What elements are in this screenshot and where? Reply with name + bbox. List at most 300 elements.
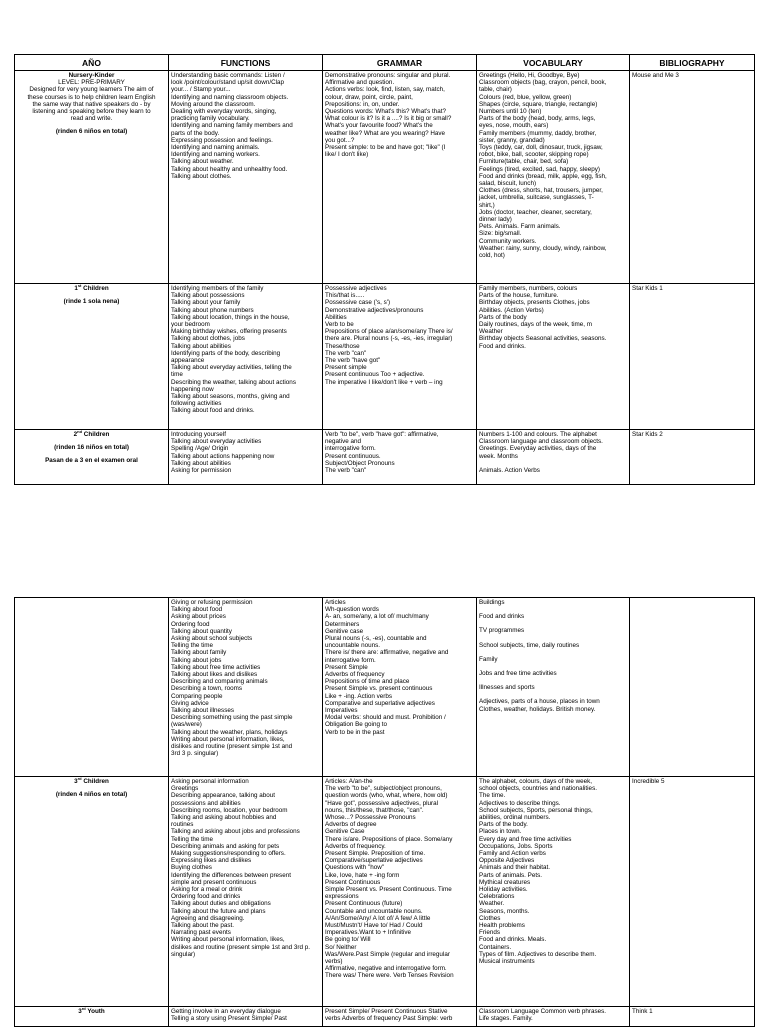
cell-line: Ordering food <box>171 620 210 628</box>
cell-line: This/that is..... <box>325 292 365 300</box>
year-line: the same way that native speakers do - by <box>32 100 151 108</box>
cell-line: Describing the weather, talking about actions <box>171 378 296 386</box>
cell-line: Describing a town, rooms <box>171 685 243 693</box>
cell-line: Animals. Action Verbs <box>479 467 540 475</box>
cell-line: Parts of the body (head, body, arms, legs, <box>479 115 596 123</box>
cell-line: Talking about phone numbers <box>171 306 254 314</box>
cell-line: Adjectives to describe things. <box>479 799 561 807</box>
cell-line: Telling a story using Present Simple/ Past <box>171 1015 287 1023</box>
cell-line: negative and <box>325 438 362 446</box>
cell-line: singular) <box>171 950 196 958</box>
cell-line: Talking about duties and obligations <box>171 900 271 908</box>
cell-line: Parts of the house, furniture. <box>479 292 559 300</box>
cell-line: Identifying and naming workers. <box>171 151 260 159</box>
cell-line: Pets. Animals. Farm animals. <box>479 223 561 231</box>
cell-line: Colours (red, blue, yellow, green) <box>479 93 572 101</box>
bibliography-cell <box>630 598 755 777</box>
cell-line: So/ Neither <box>325 943 357 951</box>
year-note: (rinden 16 niños en total) <box>54 444 129 452</box>
cell-line: Food and drinks (bread, milk, apple, egg, fish, <box>479 172 607 180</box>
cell-line: Identifying members of the family <box>171 285 264 292</box>
cell-line: Food and drinks <box>479 613 525 621</box>
cell-line: Present continuous Too + adjective. <box>325 371 425 379</box>
cell-line: Imperatives.Want to + Infinitive <box>325 929 412 937</box>
cell-line: Greetings (Hello, Hi, Goodbye, Bye) <box>479 72 580 79</box>
cell-line: Getting involve in an everyday dialogue <box>171 1008 281 1015</box>
cell-line: Giving advice <box>171 699 209 707</box>
year-title: 2nd Children <box>73 429 110 438</box>
cell-line: Comparative and superlative adjectives <box>325 699 435 707</box>
cell-line: Feelings (tired, excited, sad, happy, sleepy) <box>479 165 600 173</box>
cell-line: Comparing people <box>171 692 223 700</box>
cell-line: Birthday objects Seasonal activities, seasons. <box>479 335 607 343</box>
cell-line: School subjects, time, daily routines <box>479 641 580 649</box>
cell-line: Adverbs of frequency. <box>325 842 386 850</box>
cell-line: Health problems <box>479 922 525 930</box>
cell-line: Talking about food <box>171 606 223 614</box>
cell-line: Family and Action verbs <box>479 850 546 858</box>
cell-line: Talking about quantity <box>171 627 232 635</box>
cell-line: there are. Plural nouns (-s, -es, -ies, irregular) <box>325 335 453 343</box>
cell-line: routines <box>171 821 194 829</box>
cell-line: Writing about personal information, likes, <box>171 936 285 944</box>
cell-line: Places in town. <box>479 828 522 836</box>
cell-line: Present simple: to be and have got; "like" (I <box>325 144 446 152</box>
year-note: (rinden 4 niños en total) <box>55 791 128 799</box>
cell-line: Asking for a meal or drink <box>171 886 243 894</box>
cell-line: Determiners <box>325 620 360 628</box>
header-grammar: GRAMMAR <box>323 55 477 71</box>
cell-line: Identifying parts of the body, describing <box>171 349 281 357</box>
cell-line: uncountable nouns. <box>325 642 380 650</box>
cell-line: Present continuous. <box>325 452 381 460</box>
cell-line: dislikes and routine (present simple 1st and <box>171 743 293 751</box>
cell-line: Weather: rainy, sunny, cloudy, windy, rainbow, <box>479 244 607 252</box>
cell-line: Present Continuous <box>325 878 381 886</box>
year-note: (rinden 6 niños en total) <box>55 128 128 136</box>
cell-line: Verb to be <box>325 321 354 329</box>
cell-line: Articles: A/an-the <box>325 778 373 785</box>
cell-line: Describing something using the past simple <box>171 714 293 722</box>
cell-line: Identifying and naming animals. <box>171 144 260 152</box>
grammar-cell <box>323 430 477 485</box>
cell-line: Modal verbs: should and must. Prohibition / <box>325 714 446 722</box>
grammar-cell <box>323 777 477 1007</box>
table-row-first-children <box>15 284 755 430</box>
grammar-cell <box>323 598 477 777</box>
cell-line: Wh-question words <box>325 606 379 614</box>
cell-line: Jobs and free time activities <box>479 670 557 678</box>
cell-line: The imperative I like/don't like + verb – ing <box>325 378 443 386</box>
table-row-third-children <box>15 777 755 1007</box>
cell-line: nouns, this/these, that/those, "can". <box>325 806 424 814</box>
cell-line: Weather <box>479 328 503 336</box>
cell-line: practicing family vocabulary. <box>171 115 250 123</box>
cell-line: shirt,) <box>479 201 495 209</box>
cell-line: What's your favourite food? What's the <box>325 122 433 130</box>
cell-line: Talking about your family <box>171 299 241 307</box>
cell-line: There is/are. Prepositions of place. Some/any <box>325 835 453 843</box>
bibliography-cell <box>630 71 755 284</box>
cell-line: Opposite Adjectives <box>479 857 535 865</box>
cell-line: Talking about abilities <box>171 459 231 467</box>
cell-line: Classroom objects (bag, crayon, pencil, book, <box>479 79 607 87</box>
cell-line: your bedroom <box>171 321 210 329</box>
cell-line: (was/were) <box>171 721 202 729</box>
cell-line: Identifying and naming classroom objects. <box>171 93 289 101</box>
cell-line <box>479 460 627 467</box>
header-bibliography: BIBLIOGRAPHY <box>630 55 755 71</box>
vocab-line: Clothes, weather, holidays. British money. <box>479 705 596 713</box>
cell-line: Food and drinks. <box>479 342 526 350</box>
cell-line: Talking about abilities <box>171 342 231 350</box>
cell-line: following activities <box>171 400 222 408</box>
cell-line: Comparative/superlative adjectives <box>325 857 423 865</box>
year-cell <box>15 284 169 430</box>
cell-line: Demonstrative adjectives/pronouns <box>325 306 424 314</box>
year-line: LEVEL: PRE-PRIMARY <box>58 79 125 87</box>
cell-line: Subject/Object Pronouns <box>325 459 395 467</box>
cell-line: The verb "to be", subject/object pronouns, <box>325 785 442 793</box>
cell-line: Abilities <box>325 313 347 321</box>
cell-line: Talking and asking about jobs and professions <box>171 828 300 836</box>
vocabulary-cell <box>477 598 630 777</box>
cell-line: Adjectives, parts of a house, places in town <box>479 698 600 706</box>
cell-line: Ordering food and drinks <box>171 893 241 901</box>
cell-line: Introducing yourself <box>171 431 226 438</box>
cell-line: Talking about seasons, months, giving and <box>171 393 290 401</box>
year-line: read and write. <box>70 115 113 123</box>
cell-line: dinner lady) <box>479 216 512 224</box>
cell-line: Spelling /Age/ Origin <box>171 445 229 453</box>
book-title: Incredible 5 <box>632 778 665 785</box>
year-note: (rinde 1 sola nena) <box>63 298 120 306</box>
cell-line: Making suggestions/responding to offers. <box>171 850 286 858</box>
curriculum-table-bottom <box>14 597 755 1027</box>
cell-line: Present Simple vs. present continuous <box>325 685 433 693</box>
cell-line: Size: big/small. <box>479 230 522 238</box>
cell-line: A/An/Some/Any/ A lot of/ A few/ A little <box>325 914 431 922</box>
cell-line: dislikes and routine (present simple 1st and 3rd p. <box>171 943 310 951</box>
cell-line: Talking about free time activities <box>171 663 261 671</box>
header-vocabulary: VOCABULARY <box>477 55 630 71</box>
cell-line: Dealing with everyday words, singing, <box>171 108 277 116</box>
table-row-nursery <box>15 71 755 284</box>
cell-line: Parts of animals. Pets. <box>479 871 542 879</box>
cell-line: Talking about likes and dislikes <box>171 671 258 679</box>
cell-line: Talking about jobs <box>171 656 222 664</box>
cell-line: Buying clothes <box>171 864 212 872</box>
cell-line: parts of the body. <box>171 129 220 137</box>
cell-line: Prepositions of place a/an/some/any There is/ <box>325 328 453 336</box>
cell-line: There was/ There were. Verb Tenses Revision <box>325 972 454 980</box>
cell-line: Seasons, months. <box>479 907 530 915</box>
cell-line: Like, love, hate + -ing form <box>325 871 400 879</box>
cell-line: Food and drinks. Meals. <box>479 936 547 944</box>
cell-line: School subjects, Sports, personal things, <box>479 806 593 814</box>
cell-line: Adverbs of frequency <box>325 671 385 679</box>
cell-line: Verb "to be", verb "have got": affirmative, <box>325 431 439 438</box>
cell-line: TV programmes <box>479 627 525 635</box>
cell-line: Writing about personal information, likes, <box>171 735 285 743</box>
cell-line: Daily routines, days of the week, time, m <box>479 321 593 329</box>
cell-line: Family <box>479 655 498 663</box>
cell-line: Actions verbs: look, find, listen, say, match, <box>325 86 445 94</box>
cell-line: Talking about food and drinks. <box>171 407 255 415</box>
cell-line: 3rd 3 p. singular) <box>171 750 219 758</box>
cell-line: The alphabet, colours, days of the week, <box>479 778 593 785</box>
cell-line: school objects, countries and nationalities. <box>479 785 597 793</box>
cell-line: Talking about healthy and unhealthy food. <box>171 165 288 173</box>
cell-line: Talking about the past. <box>171 922 235 930</box>
cell-line: "Have got", possessive adjectives, plural <box>325 799 438 807</box>
cell-line: possessions and abilities <box>171 799 241 807</box>
cell-line: Parts of the body. <box>479 821 528 829</box>
cell-line: Abilities. (Action Verbs) <box>479 306 544 314</box>
cell-line: interrogative form. <box>325 656 376 664</box>
cell-line: Describing rooms, location, your bedroom <box>171 806 288 814</box>
cell-line: expressions <box>325 893 359 901</box>
cell-line: Plural nouns (-s, -es), countable and <box>325 635 427 643</box>
cell-line: eyes, nose, mouth, ears) <box>479 122 549 130</box>
cell-line: Talking about everyday activities, telling the <box>171 364 292 372</box>
cell-line: Identifying the differences between present <box>171 871 291 879</box>
cell-line: Talking about clothes, jobs <box>171 335 245 343</box>
cell-line: Affirmative, negative and interrogative form. <box>325 965 447 973</box>
cell-line: Making birthday wishes, offering presents <box>171 328 287 336</box>
cell-line: Mythical creatures <box>479 878 531 886</box>
year-cell <box>15 71 169 284</box>
cell-line: table, chair) <box>479 86 512 94</box>
cell-line: Be going to/ Will <box>325 936 371 944</box>
cell-line: Expressing possession and feelings. <box>171 136 273 144</box>
year-note-2: Pasan de a 3 en el examen oral <box>45 457 138 465</box>
grammar-cell <box>323 71 477 284</box>
bibliography-cell <box>630 430 755 485</box>
vocabulary-cell <box>477 284 630 430</box>
cell-line: These/those <box>325 342 360 350</box>
cell-line: Family members (mummy, daddy, brother, <box>479 129 597 137</box>
cell-line: Friends <box>479 929 500 937</box>
cell-line: Telling the time <box>171 835 213 843</box>
cell-line: Demonstrative pronouns: singular and plural. <box>325 72 451 79</box>
cell-line: Clothes <box>479 914 501 922</box>
cell-line: time <box>171 371 183 379</box>
header-functions: FUNCTIONS <box>169 55 323 71</box>
cell-line: Asking about prices <box>171 613 226 621</box>
cell-line: like/ I don't like) <box>325 151 369 159</box>
cell-line: look /point/colour/stand up/sit down/Clap <box>171 79 285 87</box>
cell-line: Possessive case ('s, s') <box>325 299 391 307</box>
cell-line: Occupations, Jobs. Sports <box>479 842 553 850</box>
curriculum-table-top <box>14 54 755 485</box>
book-title: Think 1 <box>632 1008 653 1015</box>
cell-line: Giving or refusing permission <box>171 599 253 606</box>
book-title: Mouse and Me 3 <box>632 72 679 79</box>
cell-line: robot, bike, ball, scooter, skipping rope) <box>479 151 589 159</box>
cell-line: Whose...? Possessive Pronouns <box>325 814 416 822</box>
cell-line: Classroom language and classroom objects. <box>479 438 603 446</box>
cell-line: week. Months <box>479 452 518 460</box>
year-cell <box>15 430 169 485</box>
cell-line: Genitive Case <box>325 828 365 836</box>
functions-cell <box>169 284 323 430</box>
cell-line: interrogative form. <box>325 445 376 453</box>
cell-line: Every day and free time activities <box>479 835 572 843</box>
cell-line: sister, granny, grandad) <box>479 136 545 144</box>
cell-line: Classroom Language Common verb phrases. <box>479 1008 607 1015</box>
cell-line: Was/Were.Past Simple (regular and irregular <box>325 950 450 958</box>
cell-line: Talking about family <box>171 649 227 657</box>
vocabulary-cell <box>477 430 630 485</box>
cell-line: Agreeing and disagreeing. <box>171 914 245 922</box>
cell-line: Affirmative and question. <box>325 79 395 87</box>
cell-line: Talking about weather. <box>171 158 234 166</box>
cell-line: Identifying and naming family members and <box>171 122 293 130</box>
year-title: 3rd Youth <box>78 1006 105 1015</box>
cell-line: Present Continuous (future) <box>325 900 403 908</box>
cell-line: Present Simple <box>325 663 368 671</box>
cell-line: Birthday objects, presents Clothes, jobs <box>479 299 590 307</box>
cell-line: weather like? What are you wearing? Have <box>325 129 446 137</box>
cell-line: Buildings <box>479 599 505 606</box>
cell-line: Describing animals and asking for pets <box>171 842 280 850</box>
cell-line: Parts of the body <box>479 313 527 321</box>
cell-line: Asking for permission <box>171 467 232 475</box>
cell-line: Asking personal information <box>171 778 249 785</box>
cell-line: The verb "can" <box>325 349 367 357</box>
cell-line: Simple Present vs. Present Continuous. Time <box>325 886 452 894</box>
cell-line: Asking about school subjects <box>171 635 253 643</box>
cell-line: What colour is it? Is it a ....? Is it big or small? <box>325 115 452 123</box>
cell-line: your... / Stamp your... <box>171 86 231 94</box>
cell-line: Talking about the weather, plans, holidays <box>171 728 288 736</box>
cell-line: salad, biscuit, lunch) <box>479 180 537 188</box>
functions-cell <box>169 71 323 284</box>
cell-line: verbs Adverbs of frequency Past Simple: verb <box>325 1015 453 1023</box>
cell-line: you got...? <box>325 136 355 144</box>
cell-line: Talking about the future and plans <box>171 907 266 915</box>
cell-line: Must/Mustn't/ Have to/ Had / Could <box>325 922 423 930</box>
year-title: 1st Children <box>74 283 109 292</box>
cell-line: Community workers. <box>479 237 537 245</box>
cell-line: Understanding basic commands: Listen / <box>171 72 285 79</box>
cell-line: Talking about actions happening now <box>171 452 275 460</box>
vocabulary-cell <box>477 71 630 284</box>
year-title: 3rd Children <box>74 776 109 785</box>
cell-line: Clothes (dress, shorts, hat, trousers, jumper, <box>479 187 603 195</box>
cell-line: Genitive case <box>325 627 364 635</box>
year-cell <box>15 598 169 777</box>
cell-line: Present simple <box>325 364 367 372</box>
year-line: Designed for very young learners The aim of <box>29 86 154 94</box>
cell-line: Articles <box>325 599 346 606</box>
bibliography-cell <box>630 777 755 1007</box>
cell-line: The verb "have got" <box>325 357 381 365</box>
cell-line: Greetings <box>171 785 199 793</box>
cell-line: Weather. <box>479 900 505 908</box>
cell-line: Types of film. Adjectives to describe them. <box>479 950 597 958</box>
cell-line: Talking about possessions <box>171 292 245 300</box>
cell-line: Narrating past events <box>171 929 231 937</box>
book-title: Star Kids 1 <box>632 285 663 292</box>
cell-line: Talking and asking about hobbies and <box>171 814 277 822</box>
cell-line: Possessive adjectives <box>325 285 387 292</box>
cell-line: Prepositions of time and place <box>325 678 410 686</box>
cell-line: Talking about illnesses <box>171 707 235 715</box>
cell-line: Jobs (doctor, teacher, cleaner, secretary, <box>479 208 592 216</box>
cell-line: The time. <box>479 792 506 800</box>
cell-line: Questions with "how" <box>325 864 385 872</box>
cell-line: Questions words: What's this? What's that? <box>325 108 447 116</box>
table-row-second-children <box>15 430 755 485</box>
cell-line: Countable and uncountable nouns. <box>325 907 423 915</box>
cell-line: Numbers until 10 (ten) <box>479 108 542 116</box>
cell-line: happening now <box>171 385 214 393</box>
cell-line: appearance <box>171 357 205 365</box>
grammar-cell <box>323 284 477 430</box>
cell-line: Moving around the classroom. <box>171 100 256 108</box>
cell-line: Talking about everyday activities <box>171 438 262 446</box>
cell-line: abilities, ordinal numbers. <box>479 814 551 822</box>
cell-line: Prepositions: in, on, under. <box>325 100 400 108</box>
vocabulary-cell <box>477 777 630 1007</box>
cell-line: Expressing likes and dislikes <box>171 857 252 865</box>
cell-line: Telling the time <box>171 642 213 650</box>
year-cell <box>15 777 169 1007</box>
cell-line: Adverbs of degree <box>325 821 377 829</box>
cell-line: simple and present continuous <box>171 878 257 886</box>
cell-line: question words (who, what, where, how old) <box>325 792 448 800</box>
cell-line: The verb "can" <box>325 467 367 475</box>
cell-line: Talking about location, things in the house, <box>171 313 290 321</box>
functions-cell <box>169 598 323 777</box>
cell-line: verbs) <box>325 958 343 966</box>
cell-line: Describing appearance, talking about <box>171 792 275 800</box>
cell-line: Like + -ing. Action verbs <box>325 692 393 700</box>
cell-line: Describing and comparing animals <box>171 678 268 686</box>
cell-line: Present Simple. Preposition of time. <box>325 850 426 858</box>
cell-line: There is/ there are: affirmative, negative and <box>325 649 449 657</box>
cell-line: Celebrations <box>479 893 515 901</box>
cell-line: Containers. <box>479 943 512 951</box>
cell-line: colour, draw, point, circle, paint, <box>325 93 413 101</box>
cell-line: Animals and their habitat. <box>479 864 551 872</box>
cell-line: Greetings. Everyday activities, days of the <box>479 445 597 453</box>
cell-line: Verb to be in the past <box>325 728 385 736</box>
cell-line: jacket, umbrella, suitcase, sunglasses, T- <box>479 194 594 202</box>
cell-line: Toys (teddy, car, doll, dinosaur, truck, jigsaw, <box>479 144 603 152</box>
table-row-continuation <box>15 598 755 777</box>
cell-line: Imperatives <box>325 707 358 715</box>
cell-line: Life stages. Family. <box>479 1015 533 1023</box>
cell-line: Present Simple/ Present Continuous Stative <box>325 1008 448 1015</box>
functions-cell <box>169 430 323 485</box>
cell-line: Family members, numbers, colours <box>479 285 578 292</box>
cell-line: Talking about clothes. <box>171 172 232 180</box>
functions-cell <box>169 777 323 1007</box>
cell-line: cold, hot) <box>479 252 505 260</box>
bibliography-cell <box>630 284 755 430</box>
year-title: Nursery-Kinder <box>68 72 115 79</box>
cell-line: Obligation Be going to <box>325 721 387 729</box>
cell-line: Holiday activities. <box>479 886 528 894</box>
cell-line: Illnesses and sports <box>479 684 535 692</box>
year-line: these courses is to help children learn English <box>27 93 156 101</box>
header-year: AÑO <box>15 55 169 71</box>
book-title: Star Kids 2 <box>632 431 663 438</box>
cell-line: Numbers 1-100 and colours. The alphabet <box>479 431 597 438</box>
